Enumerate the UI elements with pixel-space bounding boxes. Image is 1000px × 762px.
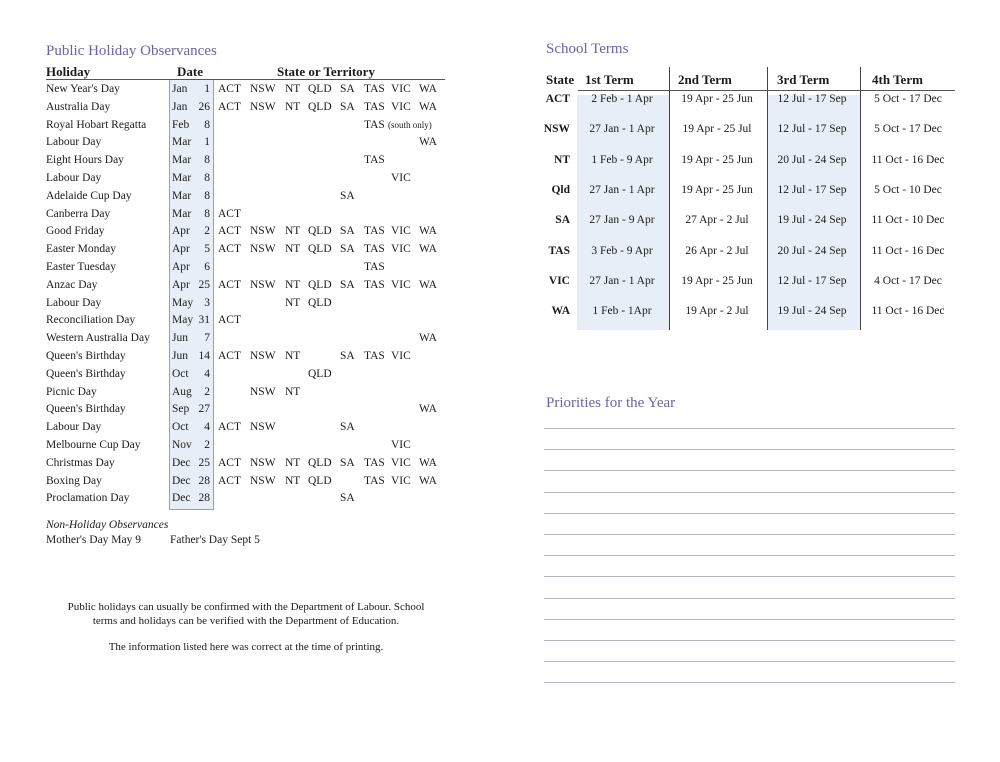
holiday-state: NSW bbox=[250, 350, 276, 362]
term-2: 27 Apr - 2 Jul bbox=[685, 214, 749, 227]
holiday-state: VIC bbox=[391, 278, 411, 291]
holiday-row bbox=[46, 205, 446, 223]
holiday-state: NSW bbox=[250, 278, 276, 291]
holiday-month: Mar bbox=[172, 154, 192, 167]
holiday-state: WA bbox=[419, 332, 437, 345]
term-3: 12 Jul - 17 Sep bbox=[777, 183, 847, 196]
term-4: 5 Oct - 17 Dec bbox=[874, 123, 942, 136]
term-2: 19 Apr - 25 Jul bbox=[682, 123, 752, 136]
holiday-row bbox=[46, 169, 446, 187]
holiday-state: QLD bbox=[308, 100, 332, 113]
holiday-state: TAS bbox=[364, 278, 385, 291]
priority-line bbox=[544, 555, 955, 556]
term-4: 11 Oct - 10 Dec bbox=[871, 214, 945, 227]
terms-header-rule bbox=[578, 90, 955, 91]
fathers-day: Father's Day Sept 5 bbox=[170, 534, 260, 546]
term-3: 20 Jul - 24 Sep bbox=[777, 244, 847, 257]
holiday-month: Mar bbox=[172, 136, 192, 149]
holiday-state: NT bbox=[285, 225, 301, 238]
holiday-state: VIC bbox=[391, 350, 411, 362]
date-header: Date bbox=[177, 64, 203, 79]
holiday-name: Western Australia Day bbox=[46, 332, 150, 345]
holiday-day: 26 bbox=[198, 100, 210, 113]
holiday-row bbox=[46, 383, 446, 401]
holiday-state: TAS bbox=[364, 154, 385, 167]
holiday-row bbox=[46, 240, 446, 258]
term-state: NT bbox=[554, 153, 570, 166]
holiday-name: Australia Day bbox=[46, 100, 111, 113]
holiday-state: WA bbox=[419, 456, 437, 469]
holiday-name: Melbourne Cup Day bbox=[46, 439, 141, 451]
holiday-month: Dec bbox=[172, 456, 191, 469]
holiday-month: Feb bbox=[172, 118, 190, 131]
holiday-state: ACT bbox=[218, 225, 241, 238]
holiday-state: QLD bbox=[308, 367, 332, 380]
term-1: 27 Jan - 9 Apr bbox=[589, 214, 655, 227]
holiday-state: ACT bbox=[218, 456, 241, 469]
holiday-day: 27 bbox=[198, 403, 210, 416]
holiday-state: TAS bbox=[364, 225, 385, 238]
holiday-state: VIC bbox=[391, 243, 411, 256]
holiday-state: NSW bbox=[250, 421, 276, 434]
priority-line bbox=[544, 449, 955, 450]
holiday-state: TAS bbox=[364, 456, 385, 469]
holiday-day: 5 bbox=[204, 243, 210, 256]
holiday-state: QLD bbox=[308, 474, 332, 487]
holiday-name: Labour Day bbox=[46, 421, 102, 434]
holiday-state: VIC bbox=[391, 225, 411, 238]
holiday-name: Good Friday bbox=[46, 225, 105, 238]
holiday-state: ACT bbox=[218, 278, 241, 291]
holiday-month: Oct bbox=[172, 367, 189, 380]
holiday-state: QLD bbox=[308, 83, 332, 95]
holiday-state: ACT bbox=[218, 100, 241, 113]
priority-line bbox=[544, 598, 955, 599]
term-3: 12 Jul - 17 Sep bbox=[777, 93, 847, 105]
holiday-state: QLD bbox=[308, 278, 332, 291]
holiday-name: Queen's Birthday bbox=[46, 403, 126, 416]
term-divider-2 bbox=[767, 67, 768, 330]
holiday-state: NT bbox=[285, 474, 301, 487]
holiday-day: 25 bbox=[198, 278, 210, 291]
holiday-state: VIC bbox=[391, 439, 411, 451]
terms-4th-header: 4th Term bbox=[872, 72, 923, 87]
holiday-state: TAS bbox=[364, 474, 385, 487]
priority-line bbox=[544, 682, 955, 683]
holiday-note: (south only) bbox=[388, 119, 432, 130]
holiday-day: 28 bbox=[198, 474, 210, 487]
holiday-state: TAS bbox=[364, 261, 385, 273]
holiday-row bbox=[46, 418, 446, 436]
holiday-row bbox=[46, 187, 446, 205]
term-4: 5 Oct - 17 Dec bbox=[874, 93, 942, 105]
holiday-month: Apr bbox=[172, 278, 190, 291]
holiday-name: New Year's Day bbox=[46, 83, 120, 95]
holiday-day: 2 bbox=[204, 225, 210, 238]
term-2: 19 Apr - 25 Jun bbox=[681, 274, 753, 287]
holiday-name: Queen's Birthday bbox=[46, 350, 126, 362]
holiday-row bbox=[46, 98, 446, 116]
term-1: 1 Feb - 1Apr bbox=[592, 305, 652, 318]
holiday-name: Royal Hobart Regatta bbox=[46, 118, 147, 131]
priorities-title: Priorities for the Year bbox=[546, 395, 676, 411]
holiday-state: TAS bbox=[364, 100, 385, 113]
holiday-state: NSW bbox=[250, 385, 276, 398]
holiday-state: VIC bbox=[391, 474, 411, 487]
holiday-state: ACT bbox=[218, 474, 241, 487]
holiday-state: WA bbox=[419, 403, 437, 416]
holiday-state: NT bbox=[285, 456, 301, 469]
holiday-state: VIC bbox=[391, 456, 411, 469]
term-divider-3 bbox=[860, 67, 861, 330]
term-2: 19 Apr - 25 Jun bbox=[681, 183, 753, 196]
holiday-month: Jan bbox=[172, 100, 188, 113]
holiday-row bbox=[46, 294, 446, 312]
holiday-row bbox=[46, 347, 446, 365]
holiday-name: Christmas Day bbox=[46, 456, 115, 469]
term-2: 19 Apr - 25 Jun bbox=[681, 153, 753, 166]
holiday-state: NT bbox=[285, 100, 301, 113]
holiday-name: Adelaide Cup Day bbox=[46, 189, 132, 202]
term-2: 19 Apr - 2 Jul bbox=[685, 305, 749, 318]
holiday-month: Mar bbox=[172, 207, 192, 220]
priority-line bbox=[544, 640, 955, 641]
holiday-state: NSW bbox=[250, 243, 276, 256]
terms-3rd-header: 3rd Term bbox=[777, 72, 830, 87]
non-holiday-title: Non-Holiday Observances bbox=[46, 519, 169, 531]
terms-2nd-header: 2nd Term bbox=[678, 72, 732, 87]
holiday-state: NT bbox=[285, 350, 301, 362]
holiday-row bbox=[46, 276, 446, 294]
holiday-day: 31 bbox=[198, 314, 210, 327]
holiday-state: VIC bbox=[391, 83, 411, 95]
holiday-row bbox=[46, 116, 446, 134]
holiday-month: Jun bbox=[172, 332, 188, 345]
holiday-day: 8 bbox=[204, 189, 210, 202]
holiday-state: SA bbox=[340, 350, 355, 362]
holiday-state: TAS bbox=[364, 83, 385, 95]
priority-line bbox=[544, 619, 955, 620]
holiday-state: SA bbox=[340, 278, 355, 291]
holiday-day: 8 bbox=[204, 207, 210, 220]
holiday-row bbox=[46, 454, 446, 472]
priority-line bbox=[544, 492, 955, 493]
holiday-state: NSW bbox=[250, 225, 276, 238]
holiday-day: 1 bbox=[204, 83, 210, 95]
holiday-row bbox=[46, 222, 446, 240]
term-1: 1 Feb - 9 Apr bbox=[591, 153, 653, 166]
holiday-state: VIC bbox=[391, 100, 411, 113]
priority-line bbox=[544, 513, 955, 514]
holiday-day: 4 bbox=[204, 421, 210, 434]
term-1: 2 Feb - 1 Apr bbox=[591, 93, 653, 105]
term-4: 5 Oct - 10 Dec bbox=[874, 183, 942, 196]
holiday-state: WA bbox=[419, 136, 437, 149]
holiday-name: Boxing Day bbox=[46, 474, 102, 487]
terms-1st-header: 1st Term bbox=[585, 72, 634, 87]
holiday-state: TAS bbox=[364, 118, 385, 131]
holiday-state: ACT bbox=[218, 421, 241, 434]
term-4: 11 Oct - 16 Dec bbox=[871, 305, 945, 318]
holiday-day: 2 bbox=[204, 385, 210, 398]
term-4: 11 Oct - 16 Dec bbox=[871, 244, 945, 257]
terms-state-header: State bbox=[546, 72, 575, 87]
holiday-state: NT bbox=[285, 296, 301, 309]
holiday-day: 3 bbox=[204, 296, 210, 309]
holiday-month: Jan bbox=[172, 83, 188, 95]
holiday-day: 2 bbox=[204, 439, 210, 451]
holiday-state: SA bbox=[340, 456, 355, 469]
holiday-row bbox=[46, 258, 446, 276]
holiday-month: May bbox=[172, 314, 194, 327]
holiday-state: TAS bbox=[364, 350, 385, 362]
mothers-day: Mother's Day May 9 bbox=[46, 534, 142, 546]
term-state: TAS bbox=[548, 244, 570, 257]
holiday-row bbox=[46, 80, 446, 98]
term-state: WA bbox=[551, 305, 570, 318]
holiday-month: Apr bbox=[172, 261, 190, 273]
term-2: 26 Apr - 2 Jul bbox=[685, 244, 749, 257]
priority-line bbox=[544, 470, 955, 471]
holiday-state: WA bbox=[419, 243, 437, 256]
priority-line bbox=[544, 576, 955, 577]
holiday-month: Dec bbox=[172, 474, 191, 487]
priority-line bbox=[544, 661, 955, 662]
holiday-name: Anzac Day bbox=[46, 278, 98, 291]
holiday-header: Holiday bbox=[46, 64, 91, 79]
term-state: SA bbox=[555, 214, 570, 227]
holiday-state: NSW bbox=[250, 100, 276, 113]
holiday-month: Oct bbox=[172, 421, 189, 434]
footer-line-3: The information listed here was correct at the time of printing. bbox=[108, 641, 384, 653]
holiday-row bbox=[46, 472, 446, 490]
holiday-name: Proclamation Day bbox=[46, 492, 130, 505]
holiday-row bbox=[46, 329, 446, 347]
holiday-day: 7 bbox=[204, 332, 210, 345]
holiday-state: WA bbox=[419, 278, 437, 291]
footer-note bbox=[46, 600, 446, 654]
holiday-name: Labour Day bbox=[46, 172, 102, 184]
holiday-month: Dec bbox=[172, 492, 191, 505]
holiday-day: 28 bbox=[198, 492, 210, 505]
holiday-row bbox=[46, 133, 446, 151]
term-2: 19 Apr - 25 Jun bbox=[681, 93, 753, 105]
holiday-month: Apr bbox=[172, 225, 190, 238]
term-1: 3 Feb - 9 Apr bbox=[591, 244, 653, 257]
holiday-state: QLD bbox=[308, 225, 332, 238]
holiday-state: ACT bbox=[218, 350, 241, 362]
priority-line bbox=[544, 534, 955, 535]
holiday-state: SA bbox=[340, 189, 355, 202]
holiday-month: Jun bbox=[172, 350, 188, 362]
term-divider-1 bbox=[669, 67, 670, 330]
holiday-state: WA bbox=[419, 474, 437, 487]
holiday-row bbox=[46, 311, 446, 329]
holiday-state: SA bbox=[340, 100, 355, 113]
holiday-day: 25 bbox=[198, 456, 210, 469]
holiday-name: Easter Monday bbox=[46, 243, 116, 256]
holiday-state: NSW bbox=[250, 456, 276, 469]
holiday-day: 14 bbox=[198, 350, 210, 362]
holiday-state: ACT bbox=[218, 207, 241, 220]
holiday-state: ACT bbox=[218, 314, 241, 327]
holiday-state: SA bbox=[340, 83, 355, 95]
holiday-month: Mar bbox=[172, 172, 192, 184]
holiday-month: Aug bbox=[172, 385, 192, 398]
term-3: 12 Jul - 17 Sep bbox=[777, 274, 847, 287]
holiday-row bbox=[46, 489, 446, 507]
holiday-name: Eight Hours Day bbox=[46, 154, 124, 167]
holiday-month: Sep bbox=[172, 403, 190, 416]
term-3: 12 Jul - 17 Sep bbox=[777, 123, 847, 136]
term-4: 4 Oct - 17 Dec bbox=[874, 274, 942, 287]
holiday-day: 6 bbox=[204, 261, 210, 273]
term-1: 27 Jan - 1 Apr bbox=[589, 183, 655, 196]
holiday-state: NSW bbox=[250, 83, 276, 95]
holiday-month: May bbox=[172, 296, 194, 309]
holiday-name: Queen's Birthday bbox=[46, 367, 126, 380]
holiday-state: NSW bbox=[250, 474, 276, 487]
holiday-state: VIC bbox=[391, 172, 411, 184]
holiday-name: Easter Tuesday bbox=[46, 261, 116, 273]
holiday-month: Mar bbox=[172, 189, 192, 202]
holiday-state: NT bbox=[285, 243, 301, 256]
term-state: Qld bbox=[551, 183, 570, 196]
state-header: State or Territory bbox=[277, 64, 375, 79]
holiday-state: SA bbox=[340, 492, 355, 505]
holiday-state: SA bbox=[340, 421, 355, 434]
holiday-row bbox=[46, 151, 446, 169]
term-3: 19 Jul - 24 Sep bbox=[777, 214, 847, 227]
holiday-state: ACT bbox=[218, 243, 241, 256]
holiday-row bbox=[46, 365, 446, 383]
holiday-row bbox=[46, 436, 446, 454]
term-state: VIC bbox=[548, 274, 570, 287]
term-1: 27 Jan - 1 Apr bbox=[589, 123, 655, 136]
term-1: 27 Jan - 1 Apr bbox=[589, 274, 655, 287]
holiday-day: 8 bbox=[204, 154, 210, 167]
holiday-name: Picnic Day bbox=[46, 385, 97, 398]
holiday-state: SA bbox=[340, 243, 355, 256]
holiday-state: NT bbox=[285, 83, 301, 95]
holidays-title: Public Holiday Observances bbox=[46, 43, 217, 59]
holiday-state: QLD bbox=[308, 296, 332, 309]
holiday-day: 4 bbox=[204, 367, 210, 380]
holiday-name: Labour Day bbox=[46, 136, 102, 149]
holiday-state: NT bbox=[285, 278, 301, 291]
holiday-state: WA bbox=[419, 83, 437, 95]
term-state: ACT bbox=[545, 93, 570, 105]
holiday-state: WA bbox=[419, 100, 437, 113]
term-3: 20 Jul - 24 Sep bbox=[777, 153, 847, 166]
holiday-state: ACT bbox=[218, 83, 241, 95]
priority-line bbox=[544, 428, 955, 429]
holiday-day: 1 bbox=[204, 136, 210, 149]
term-3: 19 Jul - 24 Sep bbox=[777, 305, 847, 318]
holiday-name: Reconciliation Day bbox=[46, 314, 136, 327]
holiday-state: NT bbox=[285, 385, 301, 398]
holiday-state: QLD bbox=[308, 243, 332, 256]
holiday-month: Nov bbox=[172, 439, 192, 451]
school-terms-title: School Terms bbox=[546, 41, 629, 57]
term-4: 11 Oct - 16 Dec bbox=[871, 153, 945, 166]
holiday-state: WA bbox=[419, 225, 437, 238]
holiday-day: 8 bbox=[204, 172, 210, 184]
holiday-row bbox=[46, 400, 446, 418]
footer-line-1: Public holidays can usually be confirmed with the Department of Labour. School bbox=[67, 601, 425, 613]
holiday-name: Labour Day bbox=[46, 296, 102, 309]
holiday-state: TAS bbox=[364, 243, 385, 256]
holiday-name: Canberra Day bbox=[46, 207, 111, 220]
term-state: NSW bbox=[543, 123, 570, 136]
holiday-day: 8 bbox=[204, 118, 210, 131]
footer-line-2: terms and holidays can be verified with the Department of Education. bbox=[92, 615, 400, 627]
holiday-state: SA bbox=[340, 225, 355, 238]
holiday-state: QLD bbox=[308, 456, 332, 469]
holiday-month: Apr bbox=[172, 243, 190, 256]
